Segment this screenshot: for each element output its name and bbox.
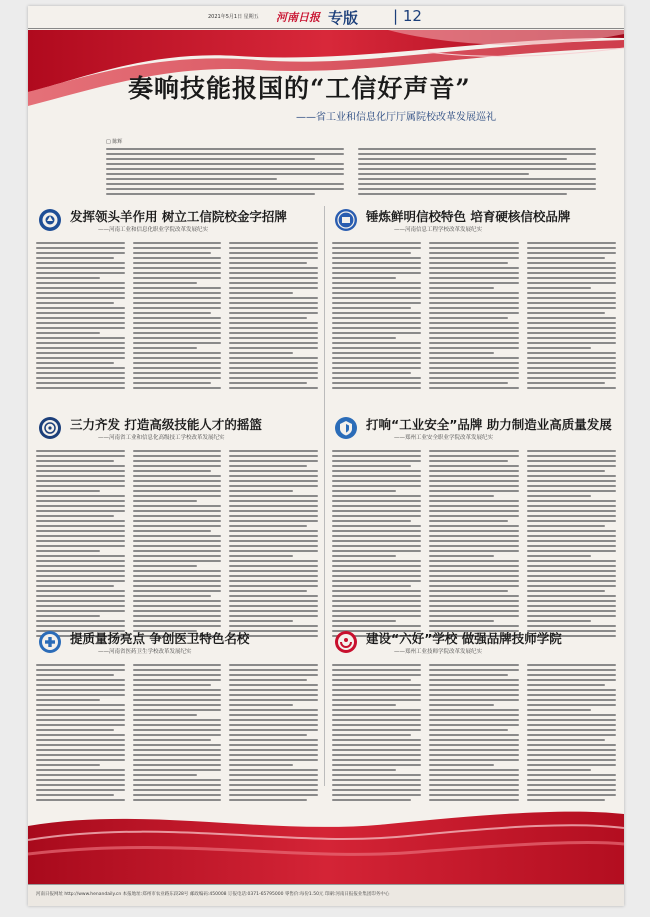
article-4: [332, 414, 616, 640]
masthead: [28, 6, 624, 29]
page-number: | 12: [393, 7, 422, 25]
article-title: 三力齐发 打造高级技能人才的摇篮: [70, 417, 262, 432]
article-title: 锤炼鲜明信校特色 培育硬核信校品牌: [366, 209, 571, 224]
article-body: [36, 450, 318, 640]
article-subtitle: ——河南信息工程学校改革发展纪实: [394, 227, 483, 233]
article-header: [332, 628, 616, 664]
article-5: [36, 628, 318, 804]
page-number-value: 12: [402, 7, 422, 25]
article-body: [332, 450, 616, 640]
article-title: 打响“工业安全”品牌 助力制造业高质量发展: [366, 417, 612, 432]
article-header: [36, 206, 318, 242]
article-subtitle: ——河南省医药卫生学校改革发展纪实: [98, 649, 192, 655]
article-subtitle: ——郑州工业技师学院改革发展纪实: [394, 649, 483, 655]
article-body: [36, 242, 318, 392]
article-body: [332, 664, 616, 804]
red-wave-graphic: [28, 796, 624, 886]
intro-block: [106, 138, 596, 198]
article-header: [332, 414, 616, 450]
page-headline: 奏响技能报国的“工信好声音”: [128, 74, 471, 103]
article-header: [332, 206, 616, 242]
issue-date: 2021年5月1日 星期五: [208, 14, 259, 20]
newspaper-page: [28, 6, 624, 906]
school-seal-icon: [334, 208, 358, 232]
paper-name: 河南日报: [276, 11, 320, 24]
article-6: [332, 628, 616, 804]
article-subtitle: ——郑州工业安全职业学院改革发展纪实: [394, 435, 494, 441]
article-1: [36, 206, 318, 392]
byline: □ 陈辉: [106, 139, 123, 145]
article-body: [332, 242, 616, 392]
safety-seal-icon: [334, 416, 358, 440]
article-body: [36, 664, 318, 804]
article-header: [36, 414, 318, 450]
article-subtitle: ——河南工业和信息化职业学院改革发展纪实: [98, 227, 209, 233]
technician-seal-icon: [38, 416, 62, 440]
article-title: 发挥领头羊作用 树立工信院校金字招牌: [70, 209, 287, 224]
article-3: [36, 414, 318, 640]
article-title: 提质量扬亮点 争创医卫特色名校: [70, 631, 250, 646]
column-divider: [324, 206, 325, 786]
footer-text: 河南日报网址 http://www.henandaily.cn 本报地址:郑州市农业路东段28号 邮政编码:450008 订报电话:0371-65795000 零售价:每份1.50元 印刷:河南日报报业集团印务中心: [36, 892, 390, 897]
medical-seal-icon: [38, 630, 62, 654]
technician-college-seal-icon: [334, 630, 358, 654]
article-title: 建设“六好”学校 做强品牌技师学院: [366, 631, 562, 646]
article-subtitle: ——河南省工业和信息化高级技工学校改革发展纪实: [98, 435, 225, 441]
college-seal-icon: [38, 208, 62, 232]
footer-ribbon: [28, 796, 624, 886]
intro-text-left: [106, 148, 344, 198]
footer-info: [28, 884, 624, 906]
section-name: 专版: [328, 9, 359, 27]
article-header: [36, 628, 318, 664]
page-subheadline: ——省工业和信息化厅厅属院校改革发展巡礼: [296, 112, 496, 123]
intro-columns: [106, 148, 596, 198]
intro-text-right: [358, 148, 596, 198]
article-2: [332, 206, 616, 392]
